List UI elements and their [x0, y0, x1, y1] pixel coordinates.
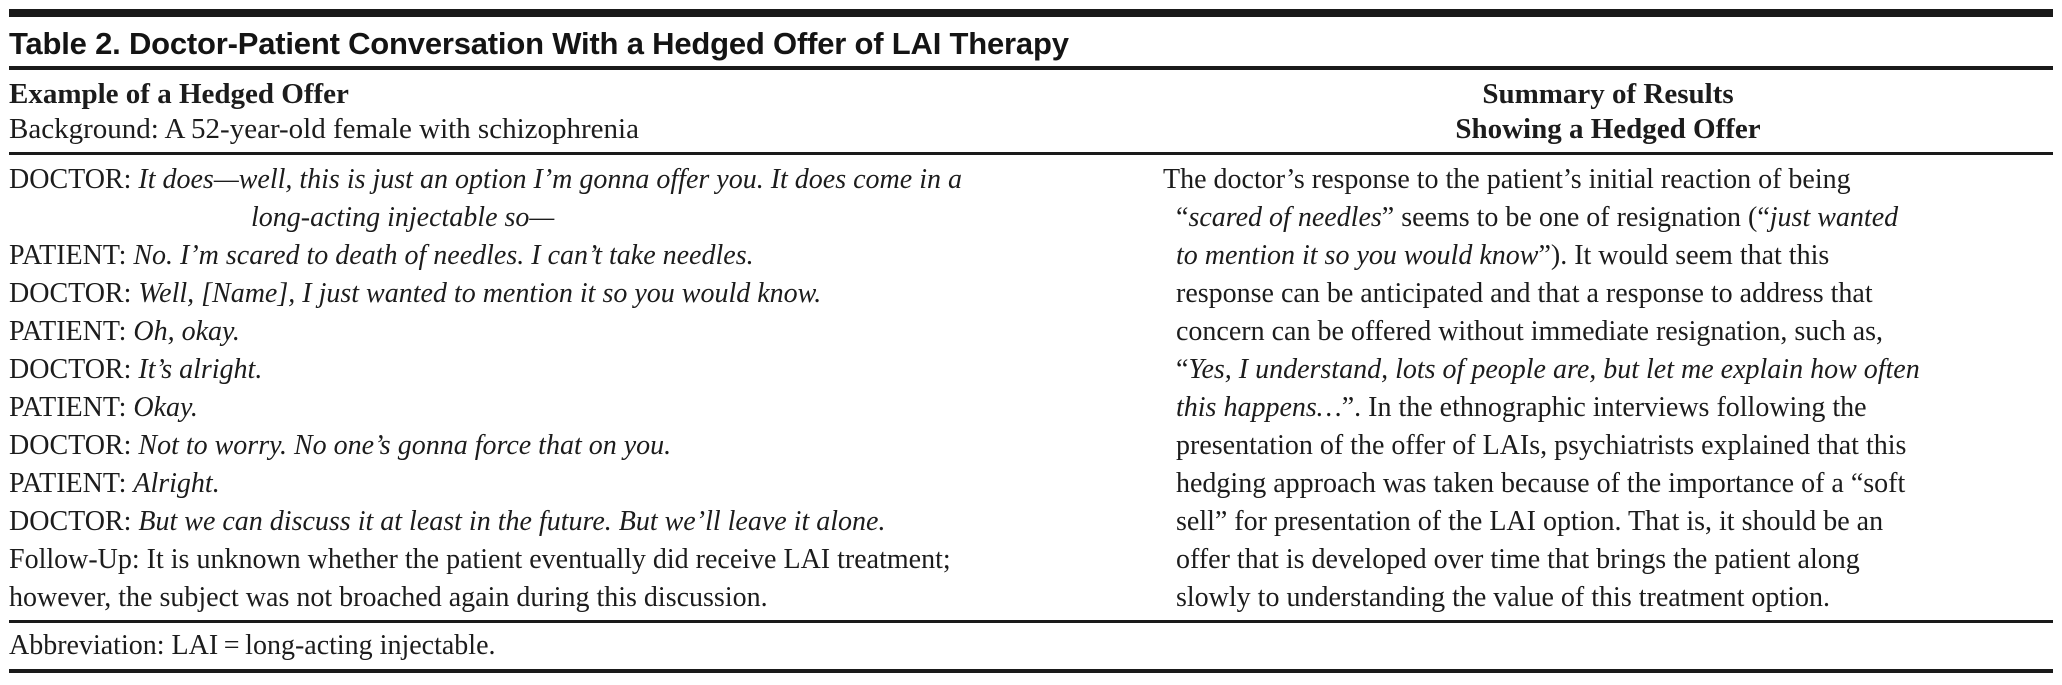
summary-line — [1163, 579, 2053, 617]
dialogue-column — [9, 161, 1163, 617]
summary-column — [1163, 161, 2053, 617]
dialogue-line — [9, 237, 1163, 275]
plain-text: hedging approach was taken because of the importance of a “soft — [1176, 468, 1906, 499]
plain-text: DOCTOR: — [9, 278, 139, 309]
footnote-divider — [9, 620, 2053, 623]
dialogue-line — [9, 427, 1163, 465]
speech-text: just wanted — [1769, 202, 1899, 233]
dialogue-line — [9, 465, 1163, 503]
title-divider — [9, 66, 2053, 70]
plain-text: PATIENT: — [9, 316, 134, 347]
table-body — [9, 161, 2053, 617]
speech-text: Yes, I understand, lots of people are, but let me explain how often — [1188, 354, 1920, 385]
summary-line — [1163, 275, 2053, 313]
plain-text: PATIENT: — [9, 392, 134, 423]
summary-line — [1163, 465, 2053, 503]
plain-text: DOCTOR: — [9, 164, 139, 195]
dialogue-line — [9, 541, 1163, 579]
plain-text: response can be anticipated and that a response to address that — [1176, 278, 1873, 309]
plain-text: Follow-Up: It is unknown whether the patient eventually did receive LAI treatment; — [9, 544, 951, 575]
speech-text: to mention it so you would know — [1176, 240, 1539, 271]
footnote: Abbreviation: LAI = long-acting injectable. — [9, 630, 496, 661]
plain-text: concern can be offered without immediate resignation, such as, — [1176, 316, 1884, 347]
speech-text: No. I’m scared to death of needles. I can’t take needles. — [133, 240, 754, 271]
dialogue-line — [9, 313, 1163, 351]
summary-line — [1163, 351, 2053, 389]
speech-text: this happens… — [1176, 392, 1342, 423]
header-divider — [9, 152, 2053, 155]
speech-text: long-acting injectable so— — [251, 202, 555, 233]
bottom-border — [9, 669, 2053, 673]
table-title: Table 2. Doctor-Patient Conversation With a Hedged Offer of LAI Therapy — [9, 26, 1069, 61]
speech-text: It does—well, this is just an option I’m gonna offer you. It does come in a — [138, 164, 962, 195]
plain-text: DOCTOR: — [9, 506, 139, 537]
plain-text: ”. In the ethnographic interviews following the — [1341, 392, 1867, 423]
speech-text: Not to worry. No one’s gonna force that on you. — [138, 430, 672, 461]
right-header-line-1: Summary of Results — [1482, 78, 1734, 110]
plain-text: PATIENT: — [9, 240, 134, 271]
dialogue-line — [9, 199, 1163, 237]
plain-text: DOCTOR: — [9, 430, 139, 461]
plain-text: “ — [1176, 354, 1189, 385]
speech-text: But we can discuss it at least in the future. But we’ll leave it alone. — [138, 506, 886, 537]
plain-text: presentation of the offer of LAIs, psychiatrists explained that this — [1176, 430, 1907, 461]
speech-text: It’s alright. — [138, 354, 263, 385]
right-column-header — [1163, 77, 2053, 147]
summary-line — [1163, 503, 2053, 541]
plain-text: ”). It would seem that this — [1538, 240, 1830, 271]
summary-line — [1163, 161, 2053, 199]
speech-text: Okay. — [133, 392, 198, 423]
plain-text: offer that is developed over time that brings the patient along — [1176, 544, 1860, 575]
summary-line — [1163, 541, 2053, 579]
left-column-header — [9, 77, 1163, 147]
plain-text: The doctor’s response to the patient’s initial reaction of being — [1163, 164, 1851, 195]
speech-text: Alright. — [133, 468, 220, 499]
summary-line — [1163, 389, 2053, 427]
plain-text: PATIENT: — [9, 468, 134, 499]
dialogue-line — [9, 275, 1163, 313]
summary-line — [1163, 427, 2053, 465]
right-header-line-2: Showing a Hedged Offer — [1455, 113, 1761, 145]
left-header-title: Example of a Hedged Offer — [9, 78, 349, 110]
dialogue-line — [9, 503, 1163, 541]
plain-text: ” seems to be one of resignation (“ — [1381, 202, 1770, 233]
summary-line — [1163, 313, 2053, 351]
plain-text: sell” for presentation of the LAI option. That is, it should be an — [1176, 506, 1884, 537]
plain-text: DOCTOR: — [9, 354, 139, 385]
summary-line — [1163, 237, 2053, 275]
dialogue-line — [9, 579, 1163, 617]
speech-text: scared of needles — [1188, 202, 1382, 233]
speech-text: Well, [Name], I just wanted to mention it so you would know. — [138, 278, 822, 309]
plain-text: slowly to understanding the value of this treatment option. — [1176, 582, 1830, 613]
top-border — [9, 9, 2053, 17]
dialogue-line — [9, 351, 1163, 389]
summary-line — [1163, 199, 2053, 237]
column-header-row — [9, 77, 2053, 147]
dialogue-line — [9, 389, 1163, 427]
speech-text: Oh, okay. — [133, 316, 240, 347]
dialogue-line — [9, 161, 1163, 199]
plain-text: however, the subject was not broached again during this discussion. — [9, 582, 768, 613]
background-line: Background: A 52-year-old female with schizophrenia — [9, 113, 639, 145]
plain-text: “ — [1176, 202, 1189, 233]
